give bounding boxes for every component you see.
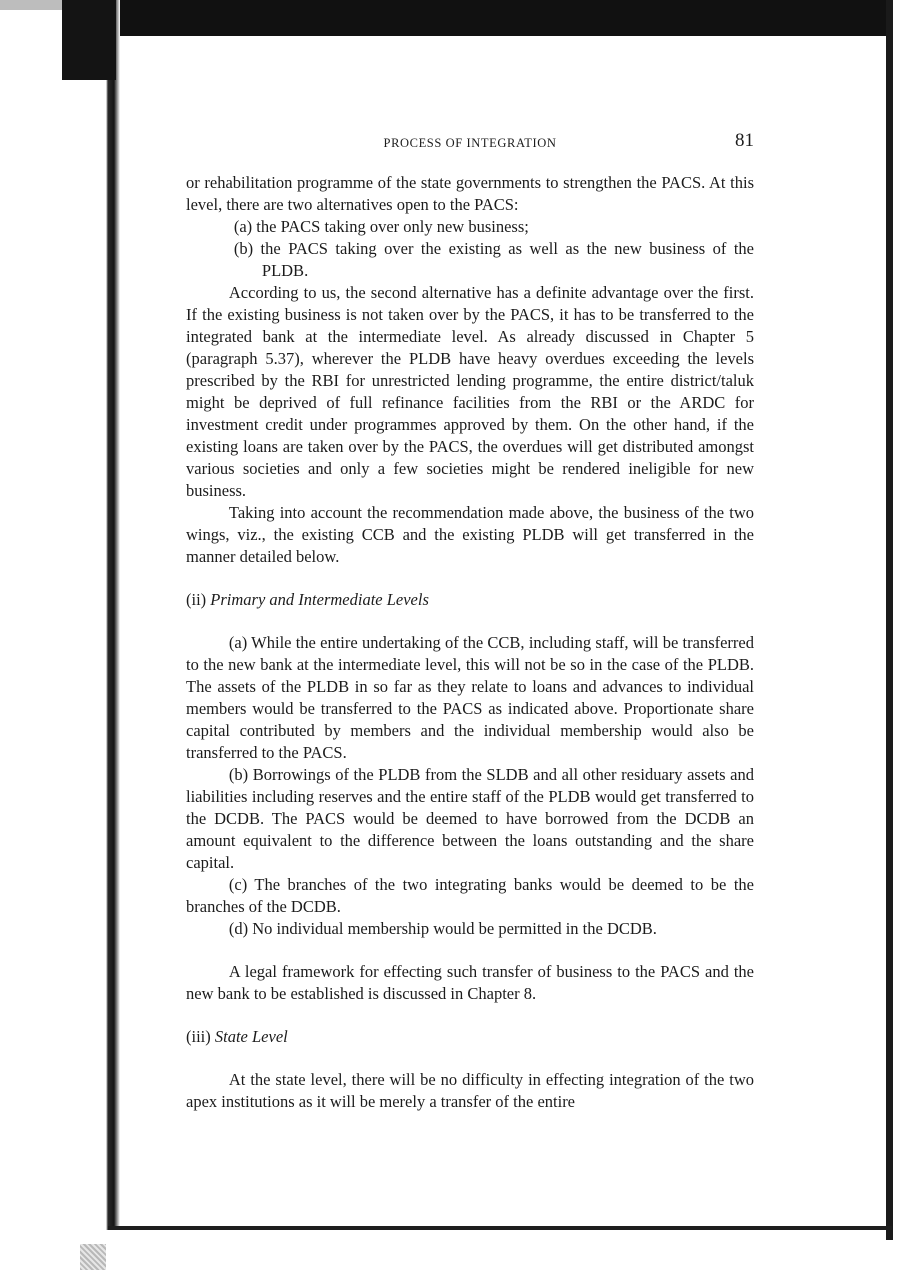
running-title: PROCESS OF INTEGRATION [383, 136, 557, 150]
section-title-iii: State Level [214, 1027, 288, 1046]
paragraph-legal-framework: A legal framework for effecting such transfer of business to the PACS and the new bank to be established is discussed in Chapter 8. [186, 962, 754, 1003]
running-head [186, 128, 754, 158]
scan-speckle-corner [80, 1244, 106, 1270]
scan-edge-right [886, 0, 893, 1240]
section-heading-iii [186, 1026, 754, 1048]
section-number-iii: (iii) [186, 1027, 211, 1046]
scan-edge-top [62, 0, 892, 36]
paragraph-a: (a) While the entire undertaking of the CCB, including staff, will be transferred to the new bank at the intermediate level, this will not be so in the case of the PLDB. The assets of the PLDB in so far as they relate to loans and advances to individual members would be transferred to the PACS as indicated above. Proportionate share capital contributed by members and the individual membership would also be transferred to the PACS. [186, 633, 754, 762]
scan-edge-left [62, 0, 120, 1230]
paragraph-d: (d) No individual membership would be permitted in the DCDB. [228, 919, 657, 938]
paragraph-continuation: or rehabilitation programme of the state governments to strengthen the PACS. At this level, there are two alternatives open to the PACS: [186, 173, 754, 214]
section-number-ii: (ii) [186, 590, 207, 609]
alternative-a: (a) the PACS taking over only new business; [233, 217, 529, 236]
paragraph-state-level: At the state level, there will be no difficulty in effecting integration of the two apex institutions as it will be merely a transfer of the entire [186, 1070, 754, 1111]
paragraph-recommendation: Taking into account the recommendation made above, the business of the two wings, viz., the existing CCB and the existing PLDB will get transferred in the manner detailed below. [186, 503, 754, 566]
page-body [186, 172, 754, 1113]
page-number: 81 [735, 130, 754, 151]
scan-edge-left-corner [62, 0, 116, 80]
section-title-ii: Primary and Intermediate Levels [210, 590, 429, 609]
paragraph-second-alternative: According to us, the second alternative has a definite advantage over the first. If the existing business is not taken over by the PACS, it has to be transferred to the integrated bank at the intermediate level. As already discussed in Chapter 5 (paragraph 5.37), wherever the PLDB have heavy overdues exceeding the levels prescribed by the RBI for unrestricted lending programme, the entire district/taluk might be deprived of full refinance facilities from the RBI or the ARDC for investment credit under programmes approved by them. On the other hand, if the existing loans are taken over by the PACS, the overdues will get distributed amongst various societies and only a few societies might be rendered ineligible for new business. [186, 283, 754, 500]
scan-edge-top-left [0, 0, 62, 10]
section-heading-ii [186, 589, 754, 611]
paragraph-b: (b) Borrowings of the PLDB from the SLDB and all other residuary assets and liabilities including reserves and the entire staff of the PLDB would get transferred to the DCDB. The PACS would be deemed to have borrowed from the DCDB an amount equivalent to the difference between the loans outstanding and the share capital. [186, 765, 754, 872]
alternative-b: (b) the PACS taking over the existing as well as the new business of the PLDB. [233, 239, 754, 280]
scan-edge-bottom [108, 1226, 892, 1230]
paragraph-c: (c) The branches of the two integrating banks would be deemed to be the branches of the DCDB. [186, 875, 754, 916]
